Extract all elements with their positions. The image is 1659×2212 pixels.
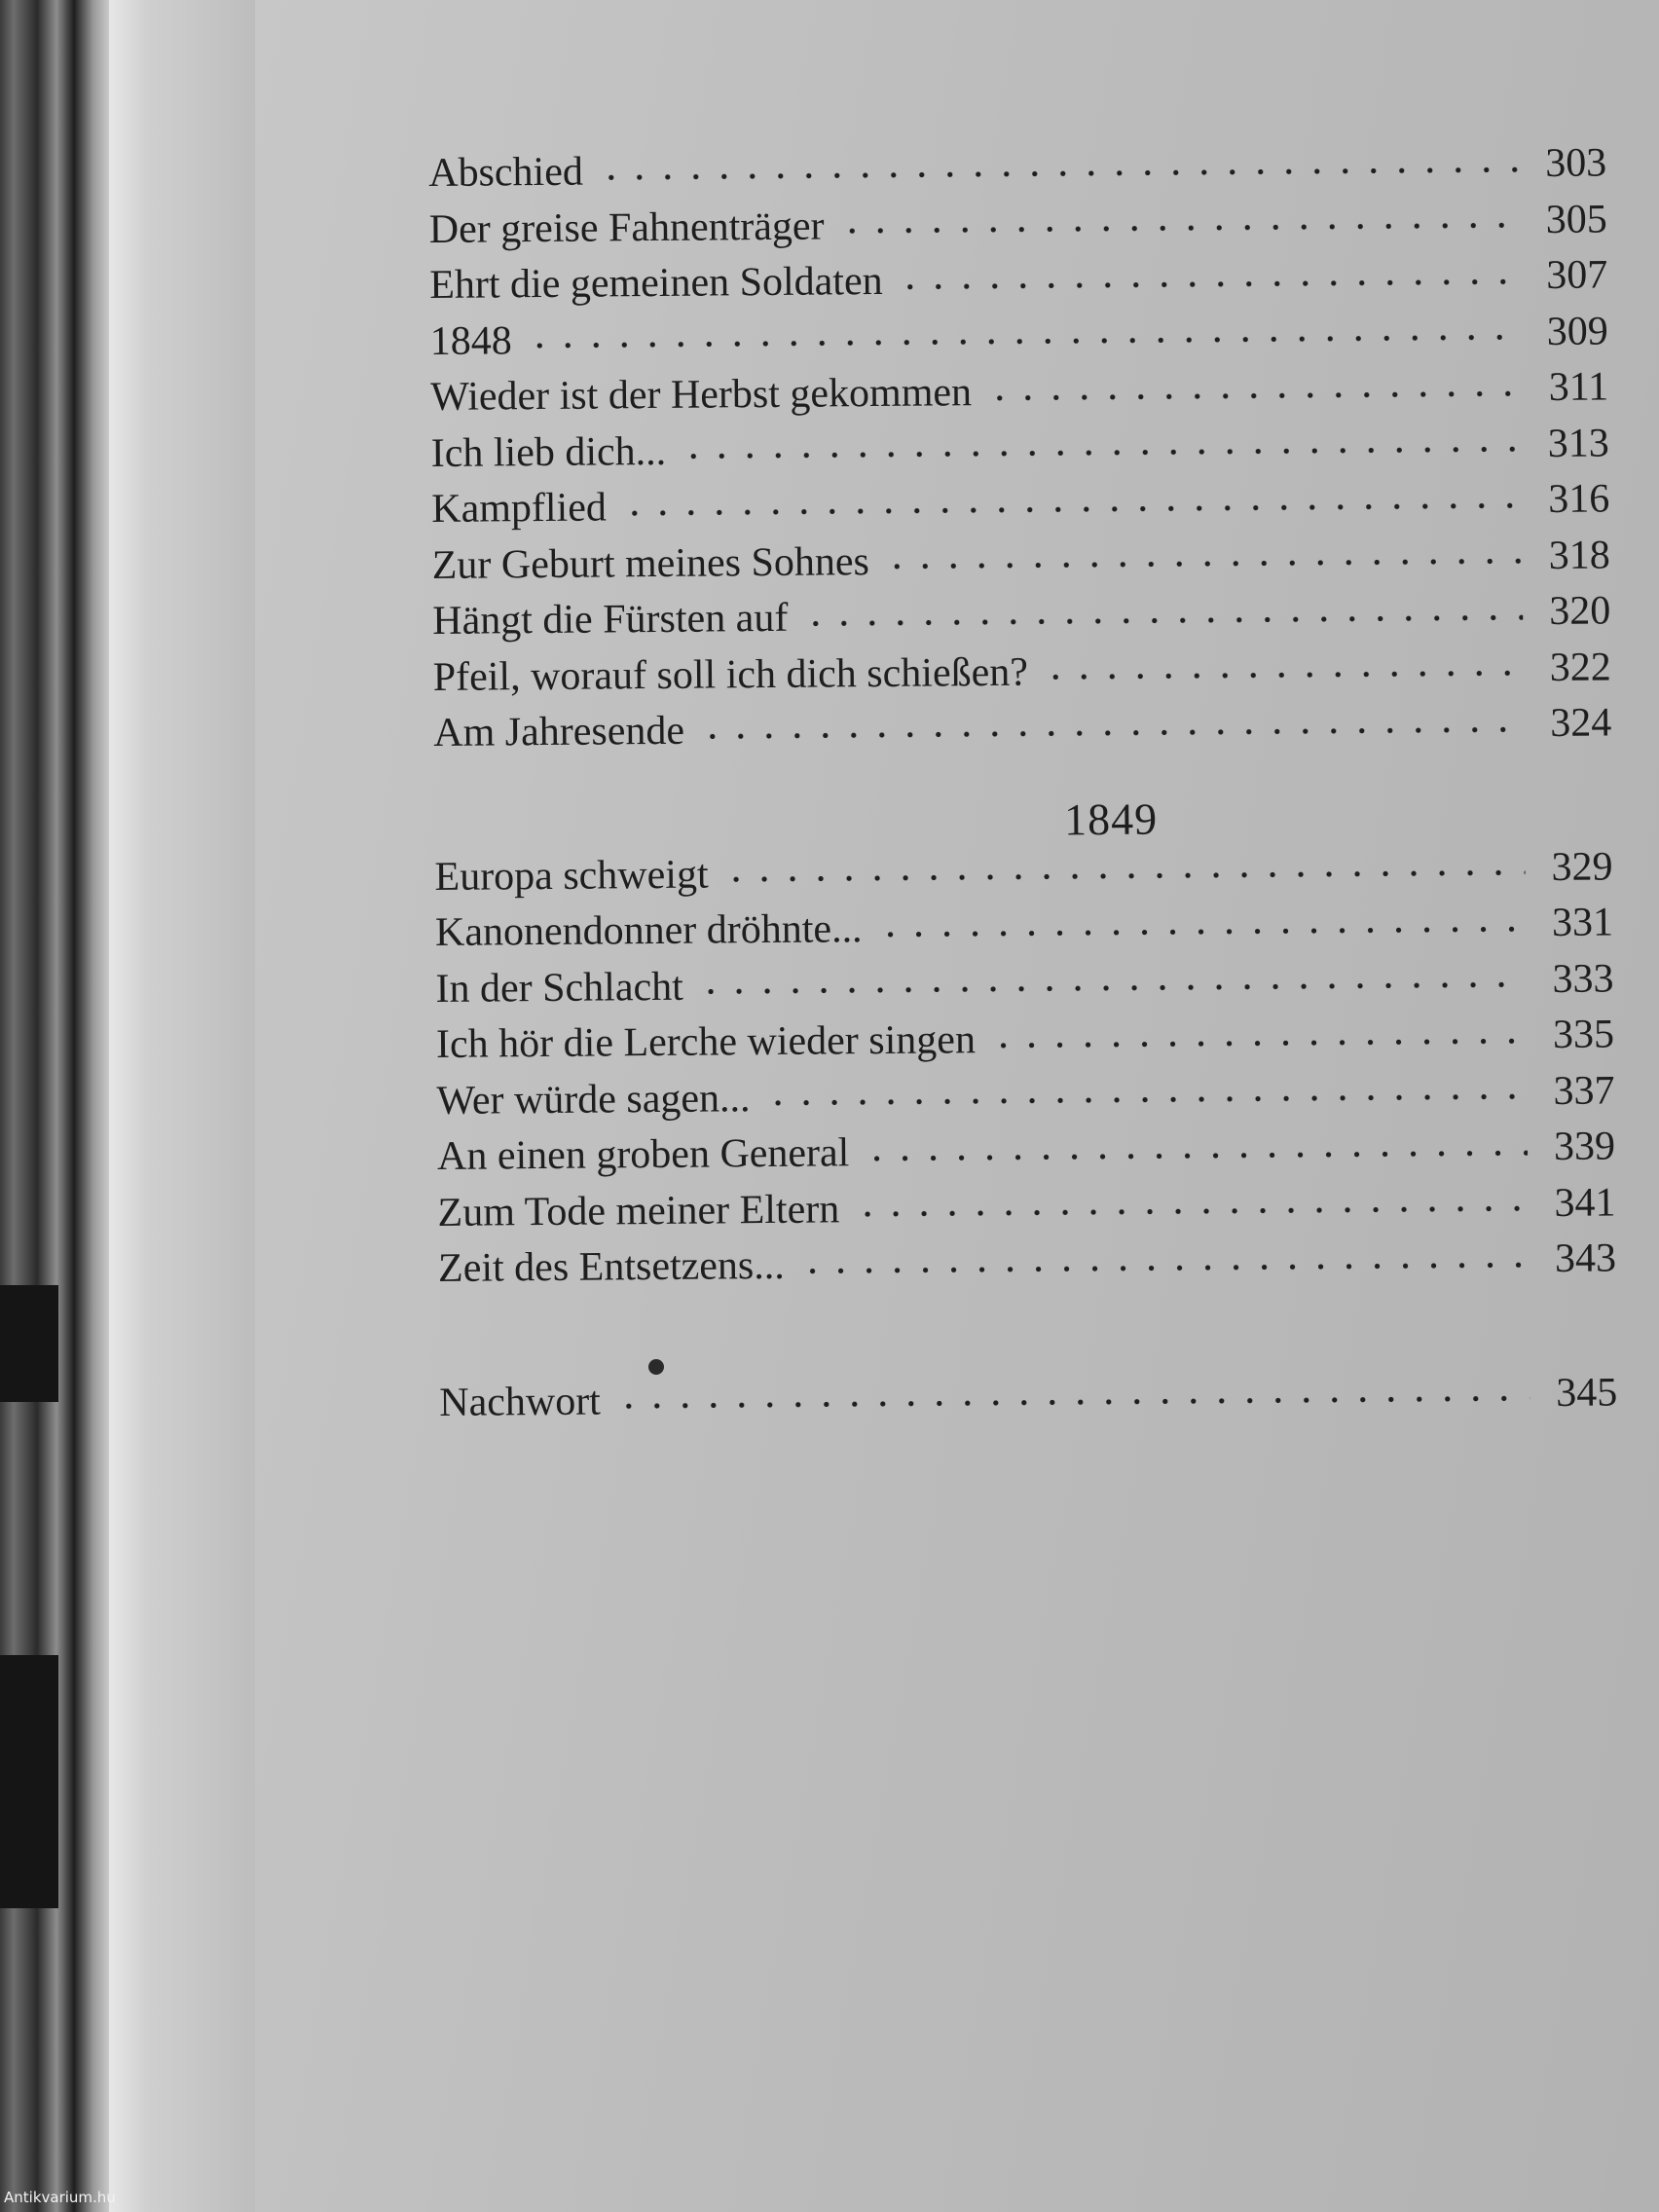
toc-entry <box>432 583 1610 649</box>
dot-leader <box>801 614 1523 626</box>
toc-entry-title: Nachwort <box>439 1379 602 1425</box>
toc-entry-title: Zur Geburt meines Sohnes <box>431 538 870 588</box>
toc-entry <box>429 247 1607 313</box>
dot-leader <box>1042 670 1524 680</box>
dot-leader <box>764 1093 1528 1106</box>
toc-entry-page: 333 <box>1552 955 1614 1002</box>
dot-leader <box>853 1205 1528 1217</box>
toc-entry <box>428 135 1606 202</box>
toc-entry <box>437 1119 1615 1185</box>
toc-entry-title: Am Jahresende <box>433 708 685 756</box>
toc-entry-title: Wieder ist der Herbst gekommen <box>430 370 973 420</box>
toc-entry-page: 337 <box>1553 1067 1615 1114</box>
toc-entry <box>436 1063 1614 1129</box>
toc-entry <box>429 192 1607 258</box>
toc-entry-page: 345 <box>1556 1369 1618 1416</box>
table-of-contents <box>428 135 1617 1431</box>
dot-leader <box>838 222 1520 234</box>
dot-leader <box>863 1150 1528 1161</box>
dot-leader <box>620 502 1522 516</box>
toc-entry-page: 311 <box>1548 364 1609 410</box>
toc-entry <box>431 471 1609 537</box>
toc-entry-page: 331 <box>1551 900 1614 945</box>
toc-entry-page: 303 <box>1545 140 1607 186</box>
toc-entry-title: In der Schlacht <box>435 964 683 1012</box>
toc-entry-title: Zeit des Entsetzens... <box>437 1242 785 1291</box>
dot-leader <box>876 926 1526 938</box>
toc-entry-page: 305 <box>1545 196 1607 242</box>
dot-leader <box>985 390 1521 401</box>
dot-leader <box>526 334 1521 349</box>
toc-entry <box>432 528 1610 594</box>
toc-entry-page: 322 <box>1549 644 1611 690</box>
toc-entry-title: Kampflied <box>431 485 608 532</box>
spine-shadow <box>0 1655 58 1908</box>
section-heading-1849: 1849 <box>1063 793 1159 844</box>
section-gap <box>438 1287 1617 1376</box>
toc-entry-page: 307 <box>1546 252 1608 298</box>
ornament-dot <box>648 1359 664 1375</box>
toc-entry-title: Pfeil, worauf soll ich dich schießen? <box>432 649 1029 700</box>
page-edge <box>109 0 255 2212</box>
toc-entry-page: 313 <box>1547 420 1609 466</box>
toc-entry <box>434 839 1612 905</box>
toc-entry-page: 316 <box>1548 476 1610 522</box>
toc-entry-afterword <box>439 1365 1617 1431</box>
toc-entry-page: 343 <box>1554 1235 1617 1281</box>
dot-leader <box>680 446 1522 460</box>
toc-entry-title: Wer würde sagen... <box>436 1075 751 1124</box>
toc-section-1849 <box>434 839 1616 1298</box>
toc-entry <box>435 951 1613 1017</box>
toc-entry-title: Der greise Fahnenträger <box>428 203 825 252</box>
toc-entry <box>431 416 1609 482</box>
dot-leader <box>722 869 1526 882</box>
toc-entry-page: 339 <box>1553 1124 1616 1169</box>
toc-entry-title: Ich hör die Lerche wieder singen <box>435 1017 977 1067</box>
dot-leader <box>597 166 1519 180</box>
toc-entry <box>437 1175 1615 1241</box>
dot-leader <box>798 1262 1529 1274</box>
toc-entry-title: Ehrt die gemeinen Soldaten <box>429 258 883 308</box>
dot-leader <box>989 1038 1527 1049</box>
toc-entry <box>430 304 1608 370</box>
toc-entry-title: Zum Tode meiner Eltern <box>437 1186 840 1235</box>
toc-entry-page: 341 <box>1554 1179 1616 1226</box>
dot-leader <box>897 278 1521 290</box>
dot-leader <box>883 558 1523 570</box>
dot-leader <box>614 1395 1530 1409</box>
toc-entry-page: 309 <box>1546 308 1608 354</box>
toc-entry <box>436 1007 1614 1073</box>
toc-entry <box>430 359 1608 425</box>
toc-entry-page: 318 <box>1548 532 1610 578</box>
toc-entry-page: 329 <box>1551 843 1613 890</box>
dot-leader <box>697 981 1527 994</box>
toc-entry <box>435 895 1613 961</box>
toc-entry-page: 335 <box>1552 1012 1615 1057</box>
toc-entry-page: 324 <box>1550 700 1612 746</box>
toc-entry <box>438 1231 1616 1297</box>
toc-entry-page: 320 <box>1549 588 1611 634</box>
toc-entry-title: Ich lieb dich... <box>430 428 667 476</box>
toc-entry-title: Abschied <box>428 149 584 196</box>
toc-entry <box>433 695 1611 761</box>
toc-section-1848 <box>428 135 1611 761</box>
toc-entry-title: 1848 <box>429 317 512 364</box>
toc-entry-title: Kanonendonner dröhnte... <box>434 906 863 955</box>
book-spine <box>0 0 109 2212</box>
toc-entry-title: Hängt die Fürsten auf <box>432 595 789 644</box>
toc-entry-title: Europa schweigt <box>434 852 709 900</box>
spine-shadow <box>0 1285 58 1402</box>
watermark: Antikvarium.hu <box>4 2189 116 2206</box>
dot-leader <box>698 726 1524 739</box>
toc-entry <box>433 640 1611 706</box>
toc-entry-title: An einen groben General <box>436 1130 850 1179</box>
